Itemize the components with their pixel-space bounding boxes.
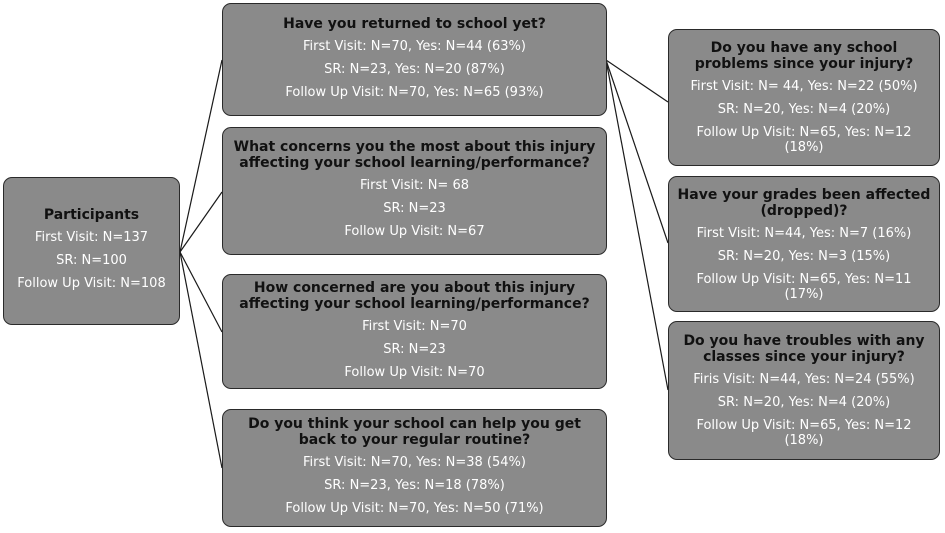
connector-returned-problems — [606, 60, 668, 102]
connector-returned-grades — [606, 60, 668, 243]
question-classes-follow-up: Follow Up Visit: N=65, Yes: N=12 (18%) — [696, 418, 912, 448]
question-concerns-most-follow-up: Follow Up Visit: N=67 — [344, 224, 485, 239]
participants-first-visit: First Visit: N=137 — [34, 230, 149, 245]
question-grades-first-visit: First Visit: N=44, Yes: N=7 (16%) — [696, 225, 912, 241]
question-returned-follow-up: Follow Up Visit: N=70, Yes: N=65 (93%) — [285, 84, 544, 100]
question-how-concerned-sr: SR: N=23 — [383, 341, 446, 357]
question-school-help-first-visit: First Visit: N=70, Yes: N=38 (54%) — [303, 455, 526, 470]
question-concerns-most-sr: SR: N=23 — [383, 201, 446, 216]
question-classes-title: Do you have troubles with any classes since your injury? — [683, 333, 925, 365]
participants-title: Participants — [43, 207, 140, 223]
connector-participants-returned — [180, 60, 222, 252]
question-school-help-follow-up: Follow Up Visit: N=70, Yes: N=50 (71%) — [285, 501, 544, 516]
question-classes-sr: SR: N=20, Yes: N=4 (20%) — [717, 395, 891, 410]
question-concerns-most-title: What concerns you the most about this injury affecting your school learning/performance? — [233, 139, 596, 171]
question-school-problems-first-visit: First Visit: N= 44, Yes: N=22 (50%) — [690, 79, 918, 94]
connector-returned-classes — [606, 60, 668, 390]
question-returned-sr: SR: N=23, Yes: N=20 (87%) — [324, 61, 505, 77]
question-grades-box — [668, 176, 940, 312]
question-concerns-most-box — [222, 127, 607, 255]
question-school-problems-sr: SR: N=20, Yes: N=4 (20%) — [717, 102, 891, 117]
question-how-concerned-first-visit: First Visit: N=70 — [362, 318, 467, 334]
connector-participants-how-concerned — [180, 252, 222, 332]
connector-participants-school-help — [180, 252, 222, 468]
question-returned-box — [222, 3, 607, 116]
question-classes-box — [668, 321, 940, 460]
question-concerns-most-first-visit: First Visit: N= 68 — [360, 178, 469, 193]
question-school-problems-title: Do you have any school problems since your injury? — [694, 40, 914, 72]
question-school-problems-follow-up: Follow Up Visit: N=65, Yes: N=12 (18%) — [696, 125, 912, 155]
question-grades-sr: SR: N=20, Yes: N=3 (15%) — [717, 248, 891, 264]
question-grades-title: Have your grades been affected (dropped)? — [677, 186, 931, 219]
question-returned-title: Have you returned to school yet? — [283, 15, 546, 32]
participants-sr: SR: N=100 — [56, 253, 127, 268]
question-school-help-box — [222, 409, 607, 527]
participants-follow-up: Follow Up Visit: N=108 — [17, 276, 166, 291]
participants-box — [3, 177, 180, 325]
question-returned-first-visit: First Visit: N=70, Yes: N=44 (63%) — [303, 38, 526, 54]
question-classes-first-visit: Firis Visit: N=44, Yes: N=24 (55%) — [693, 372, 915, 387]
question-how-concerned-title: How concerned are you about this injury affecting your school learning/performance? — [239, 279, 590, 312]
question-school-problems-box — [668, 29, 940, 166]
question-grades-follow-up: Follow Up Visit: N=65, Yes: N=11 (17%) — [696, 271, 912, 302]
question-how-concerned-follow-up: Follow Up Visit: N=70 — [344, 364, 485, 380]
question-how-concerned-box — [222, 274, 607, 389]
question-school-help-sr: SR: N=23, Yes: N=18 (78%) — [324, 478, 505, 493]
question-school-help-title: Do you think your school can help you get back to your regular routine? — [248, 416, 581, 448]
